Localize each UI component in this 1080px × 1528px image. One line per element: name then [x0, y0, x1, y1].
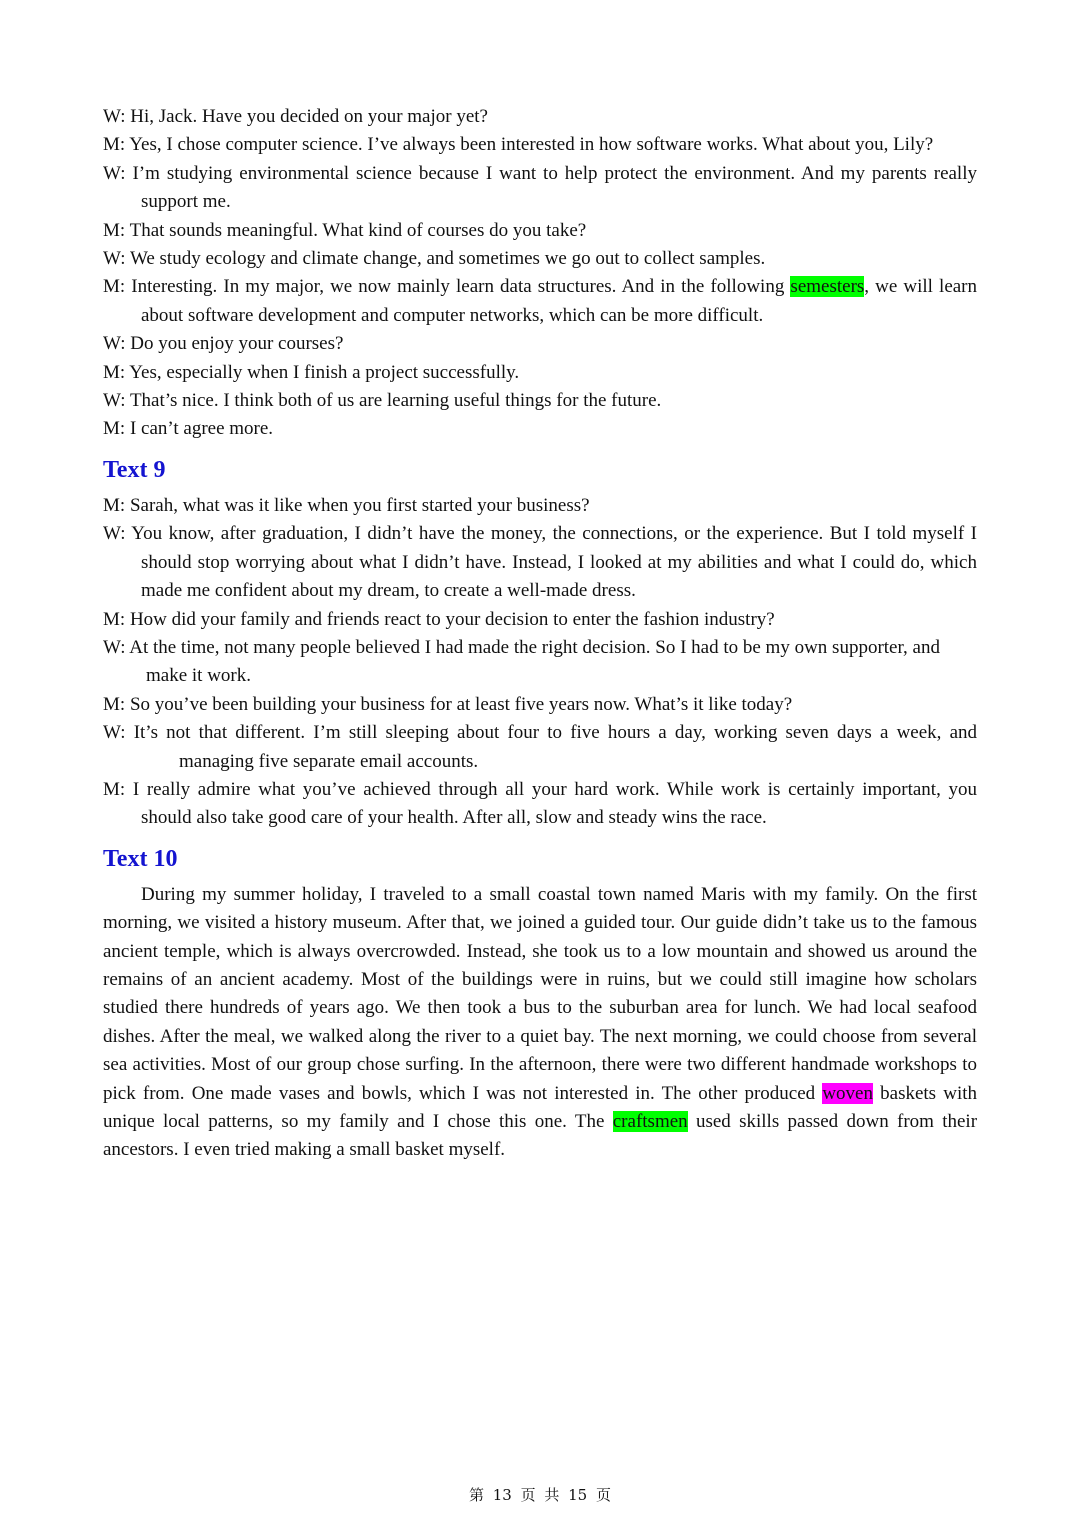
paragraph-text: baskets with unique local patterns, so my family and I chose this one. The [103, 1082, 978, 1132]
dialogue-text: Yes, I chose computer science. I’ve always been interested in how software works. What about you, Lily? [129, 134, 934, 156]
speaker-label: M: [103, 134, 126, 156]
speaker-label: M: [103, 778, 126, 800]
dialogue-text: , we will learn about software development and computer networks, which can be more difficult. [141, 276, 978, 326]
dialogue-line [103, 330, 977, 358]
dialogue-text: That’s nice. I think both of us are learning useful things for the future. [129, 390, 662, 412]
dialogue-text: You know, after graduation, I didn’t have the money, the connections, or the experience. But I told myself I should stop worrying about what I didn’t have. Instead, I looked at my abilities and what I could do, which made me confident about my dream, to create a well-made dress. [131, 523, 978, 602]
dialogue-text: I can’t agree more. [129, 418, 274, 440]
speaker-label: M: [103, 418, 126, 440]
dialogue-text: How did your family and friends react to your decision to enter the fashion industry? [129, 608, 775, 630]
dialogue-line [103, 415, 977, 443]
narrative-paragraph [103, 881, 977, 1165]
dialogue-text: Interesting. In my major, we now mainly learn data structures. And in the following [131, 276, 785, 298]
dialogue-text: It’s not that different. I’m still sleeping about four to five hours a day, working seven days a week, and managing five separate email accounts. [133, 722, 978, 772]
page-number-footer: 第 13 页 共 15 页 [468, 1486, 611, 1504]
dialogue-text: We study ecology and climate change, and sometimes we go out to collect samples. [129, 248, 766, 270]
paragraph-text: During my summer holiday, I traveled to a small coastal town named Maris with my family. On the first morning, we visited a history museum. After that, we joined a guided tour. Our guide didn’t take us to the famous ancient temple, which is always overcrowded. Instead, she took us to a low mountain and showed us around the remains of an ancient academy. Most of the buildings were in ruins, but we could still imagine how scholars studied there hundreds of years ago. We then took a bus to the suburban area for lunch. We had local seafood dishes. After the meal, we walked along the river to a quiet bay. The next morning, we could choose from several sea activities. Most of our group chose surfing. In the afternoon, there were two different handmade workshops to pick from. One made vases and bowls, which I was not interested in. The other produced [103, 883, 977, 1104]
dialogue-line [103, 160, 977, 217]
dialogue-line [103, 691, 977, 719]
dialogue-line [103, 520, 977, 605]
highlighted-word: woven [822, 1082, 873, 1104]
highlighted-word: semesters [790, 276, 865, 298]
speaker-label: W: [103, 636, 126, 658]
dialogue-text: That sounds meaningful. What kind of courses do you take? [129, 219, 587, 241]
document-body [103, 103, 977, 1165]
speaker-label: M: [103, 361, 126, 383]
speaker-label: M: [103, 219, 126, 241]
dialogue-line [103, 606, 977, 634]
dialogue-text: So you’ve been building your business for at least five years now. What’s it like today? [129, 693, 793, 715]
dialogue-line [103, 245, 977, 273]
dialogue-line [103, 719, 977, 776]
dialogue-text: I’m studying environmental science because I want to help protect the environment. And my parents really support me. [132, 162, 977, 213]
dialogue-line [103, 273, 977, 330]
dialogue-line [103, 634, 977, 691]
section-heading-text10: Text 10 [103, 845, 178, 872]
section-heading-text9: Text 9 [103, 456, 166, 483]
speaker-label: W: [103, 106, 126, 127]
speaker-label: W: [103, 390, 126, 412]
speaker-label: W: [103, 333, 126, 355]
dialogue-line [103, 387, 977, 415]
speaker-label: M: [103, 693, 126, 715]
dialogue-line [103, 359, 977, 387]
highlighted-word: craftsmen [612, 1111, 688, 1132]
dialogue-text: Do you enjoy your courses? [130, 333, 344, 355]
dialogue-line [103, 217, 977, 245]
dialogue-text: Hi, Jack. Have you decided on your major yet? [130, 106, 488, 127]
speaker-label: M: [103, 608, 126, 630]
dialogue-text: Sarah, what was it like when you first started your business? [129, 494, 590, 516]
dialogue-text: Yes, especially when I finish a project successfully. [129, 361, 520, 383]
dialogue-line [103, 492, 977, 520]
dialogue-text9 [103, 492, 977, 833]
dialogue-line [103, 776, 977, 833]
speaker-label: M: [103, 494, 126, 516]
dialogue-text: I really admire what you’ve achieved through all your hard work. While work is certainly important, you should also take good care of your health. After all, slow and steady wins the race. [132, 778, 978, 829]
dialogue-line [103, 103, 977, 131]
speaker-label: W: [103, 248, 126, 270]
dialogue-text: At the time, not many people believed I had made the right decision. So I had to be my own supporter, and make it work. [129, 636, 940, 687]
paragraph-text: used skills passed down from their ancestors. I even tried making a small basket myself. [103, 1111, 978, 1161]
speaker-label: M: [103, 276, 126, 298]
speaker-label: W: [103, 523, 126, 545]
dialogue-line [103, 131, 977, 159]
dialogue-text8 [103, 103, 977, 444]
speaker-label: W: [103, 162, 126, 184]
speaker-label: W: [103, 722, 126, 744]
